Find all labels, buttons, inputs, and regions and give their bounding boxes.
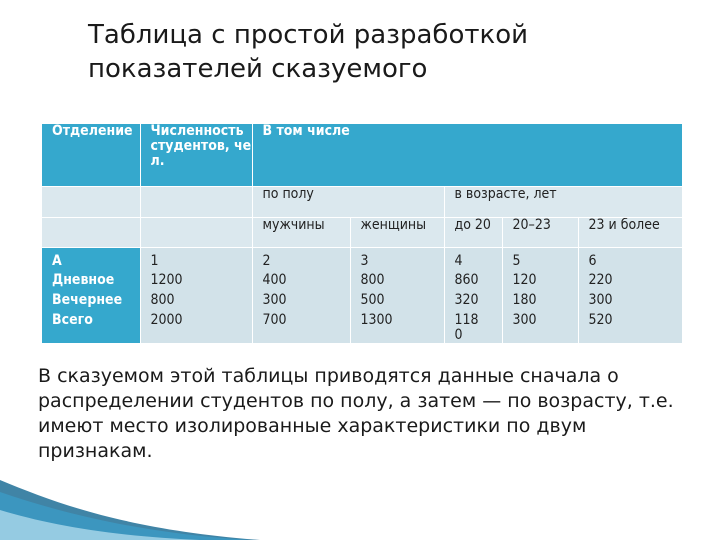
data-column — [444, 247, 502, 343]
header-by-age: в возрасте, лет — [444, 186, 682, 217]
data-column — [140, 247, 252, 343]
cell-value: 320 — [454, 291, 479, 308]
cell-value: 520 — [588, 311, 613, 328]
cell-value: 220 — [588, 271, 613, 288]
cell-number: 6 — [588, 252, 597, 269]
cell-value: 1300 — [360, 311, 393, 328]
cell-value: 300 — [512, 311, 537, 328]
header-male: мужчины — [252, 217, 350, 247]
header-including: В том числе — [252, 124, 682, 186]
cell-value: 180 — [512, 291, 537, 308]
header-student-count: Численность студентов, чел. — [140, 124, 252, 186]
stub-evening: Вечернее — [52, 291, 123, 308]
cell-empty — [140, 217, 252, 247]
cell-value: 860 — [454, 271, 479, 288]
header-age-23-plus: 23 и более — [578, 217, 682, 247]
statistics-table — [42, 124, 683, 344]
cell-empty — [42, 186, 140, 217]
cell-number: 4 — [454, 252, 463, 269]
header-by-sex: по полу — [252, 186, 444, 217]
cell-value: 800 — [150, 291, 175, 308]
slide-title — [88, 18, 688, 86]
stub-day: Дневное — [52, 271, 115, 288]
title-line-2: показателей сказуемого — [88, 54, 428, 84]
cell-value: 500 — [360, 291, 385, 308]
cell-value: 2000 — [150, 311, 183, 328]
cell-value: 1200 — [150, 271, 183, 288]
body-paragraph: В сказуемом этой таблицы приводятся данные сначала о распределении студентов по полу, а затем — по возрасту, т.е. имеют место изолированные характеристики по двум признакам. — [38, 365, 674, 462]
stub-column — [42, 247, 140, 343]
data-column — [252, 247, 350, 343]
header-female: женщины — [350, 217, 444, 247]
cell-number: 3 — [360, 252, 369, 269]
stub-letter: А — [52, 252, 62, 269]
cell-number: 5 — [512, 252, 521, 269]
data-column — [578, 247, 682, 343]
header-age-under-20: до 20 — [444, 217, 502, 247]
decorative-swoosh — [0, 430, 260, 540]
header-department: Отделение — [42, 124, 140, 186]
cell-empty — [42, 217, 140, 247]
cell-number: 1 — [150, 252, 159, 269]
cell-empty — [140, 186, 252, 217]
cell-value: 120 — [512, 271, 537, 288]
cell-value: 400 — [262, 271, 287, 288]
data-column — [350, 247, 444, 343]
cell-value: 800 — [360, 271, 385, 288]
cell-value: 1180 — [454, 311, 479, 343]
stub-total: Всего — [52, 311, 93, 328]
header-age-20-23: 20–23 — [502, 217, 578, 247]
title-line-1: Таблица с простой разработкой — [88, 20, 529, 50]
cell-value: 300 — [262, 291, 287, 308]
cell-value: 300 — [588, 291, 613, 308]
cell-number: 2 — [262, 252, 271, 269]
cell-value: 700 — [262, 311, 287, 328]
data-column — [502, 247, 578, 343]
